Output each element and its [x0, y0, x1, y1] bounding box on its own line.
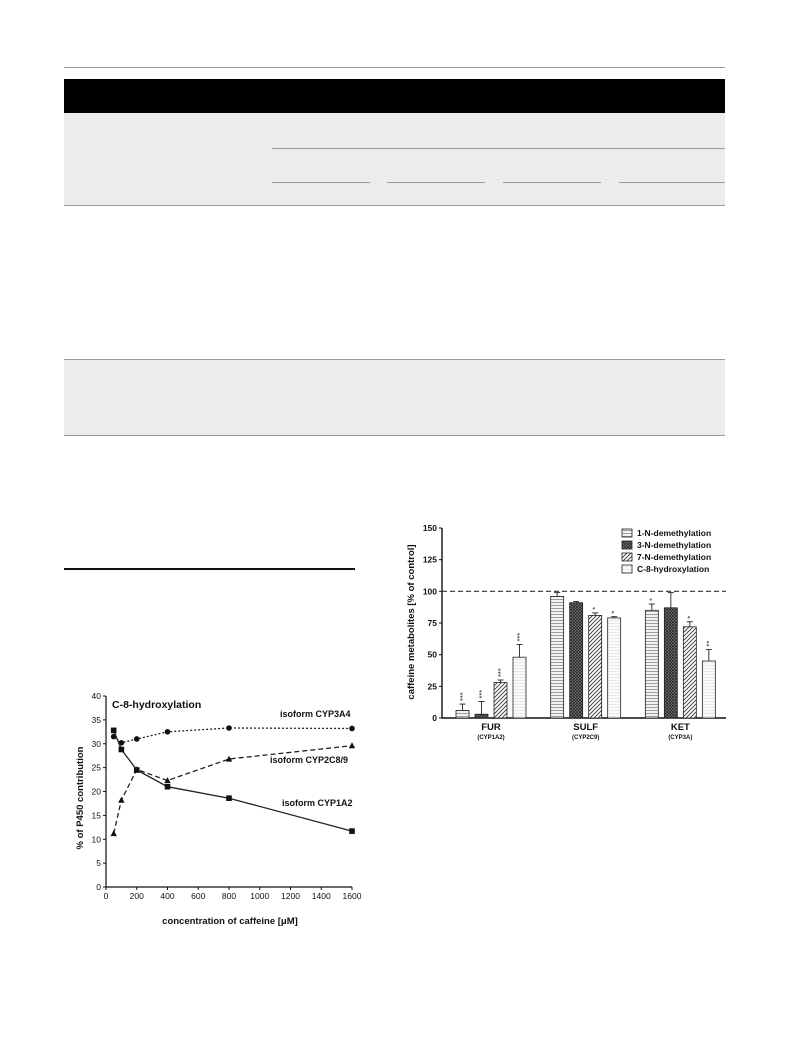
x-tick-label: 1600	[342, 891, 362, 901]
legend-entry: 3-N-demethylation	[637, 540, 712, 550]
line-chart-series	[110, 725, 355, 836]
significance-label: ***	[496, 668, 505, 677]
x-tick-label: 1200	[281, 891, 300, 901]
legend-swatch	[622, 529, 632, 537]
x-tick-label: 400	[160, 891, 175, 901]
bar	[608, 618, 621, 718]
y-tick-label: 15	[91, 810, 101, 821]
table-header-bar	[64, 79, 725, 113]
data-point	[111, 728, 117, 734]
bar	[589, 615, 602, 718]
y-tick-label: 10	[91, 834, 101, 845]
y-tick-label: 0	[432, 713, 437, 723]
bar	[513, 657, 526, 718]
group-sublabel: (CYP1A2)	[477, 735, 505, 741]
y-tick-label: 100	[422, 586, 437, 597]
x-tick-label: 200	[129, 891, 144, 901]
legend-entry: C-8-hydroxylation	[637, 564, 710, 574]
x-tick-label: 0	[103, 891, 109, 901]
data-point	[110, 830, 116, 836]
y-tick-label: 50	[427, 649, 437, 660]
bar	[475, 714, 488, 718]
y-tick-label: 125	[422, 554, 437, 565]
table-col-rule-4	[619, 182, 725, 183]
y-tick-label: 150	[422, 523, 437, 533]
line-chart	[60, 680, 380, 930]
table-col-rule-2	[387, 182, 485, 183]
group-sublabel: (CYP3A)	[668, 735, 693, 741]
y-tick-label: 35	[91, 714, 101, 725]
data-point	[226, 795, 232, 801]
bar	[570, 603, 583, 718]
x-tick-label: 1400	[311, 891, 331, 901]
y-tick-label: 0	[96, 882, 101, 892]
legend-swatch	[622, 541, 632, 549]
group-label: KET	[670, 722, 690, 733]
significance-label: ***	[477, 689, 486, 699]
significance-label: *	[685, 615, 695, 619]
series-label-cyp3a4: isoform CYP3A4	[280, 709, 351, 719]
bar	[702, 661, 715, 718]
legend-entry: 7-N-demethylation	[637, 552, 712, 562]
significance-label: ***	[515, 632, 524, 642]
data-point	[118, 797, 124, 803]
bar-chart-legend	[622, 528, 711, 574]
y-tick-label: 5	[96, 858, 101, 869]
significance-label: *	[647, 598, 657, 601]
x-tick-label: 800	[221, 891, 237, 901]
significance-label: *	[590, 606, 600, 610]
series-label-cyp2c8-9: isoform CYP2C8/9	[270, 755, 349, 765]
y-tick-label: 20	[91, 786, 101, 797]
bar	[645, 610, 658, 718]
line-chart-title: C-8-hydroxylation	[112, 699, 202, 711]
significance-label: ***	[458, 692, 467, 702]
bar-chart-ylabel: caffeine metabolites [% of control]	[406, 544, 417, 700]
series-label-cyp1a2: isoform CYP1A2	[282, 798, 353, 808]
section-rule	[64, 568, 355, 570]
bar	[683, 627, 696, 718]
group-sublabel: (CYP2C9)	[571, 735, 600, 741]
table-col-rule-1	[272, 182, 370, 183]
series-line-0	[114, 728, 352, 743]
bar	[494, 683, 507, 718]
line-chart-xlabel: concentration of caffeine [μM]	[162, 916, 298, 927]
y-tick-label: 30	[91, 738, 101, 749]
data-point	[349, 726, 355, 732]
line-chart-ylabel: % of P450 contribution	[75, 746, 86, 850]
y-tick-label: 25	[91, 762, 101, 773]
data-point	[349, 828, 355, 834]
bar	[551, 596, 564, 718]
significance-label: **	[704, 640, 714, 647]
data-point	[165, 784, 171, 790]
data-point	[226, 725, 232, 731]
data-point	[349, 742, 355, 748]
bar	[664, 608, 677, 718]
y-tick-label: 75	[427, 618, 437, 628]
table-band-1	[64, 113, 725, 205]
data-point	[165, 729, 171, 735]
significance-label: *	[609, 610, 619, 614]
legend-swatch	[622, 553, 632, 561]
group-label: SULF	[573, 722, 599, 733]
series-line-2	[114, 730, 352, 831]
table-band-2	[64, 360, 725, 435]
x-tick-label: 1000	[250, 891, 270, 901]
table-body-rule-top	[64, 205, 725, 206]
y-tick-label: 40	[91, 691, 101, 701]
legend-swatch	[622, 565, 632, 573]
group-label: FUR	[481, 722, 501, 733]
data-point	[134, 767, 140, 773]
bar	[456, 710, 469, 718]
table-bottom-rule	[64, 435, 725, 436]
bar-chart	[400, 520, 740, 755]
y-tick-label: 25	[427, 681, 437, 692]
bar-chart-bars	[456, 593, 715, 741]
data-point	[119, 747, 125, 753]
page-top-rule	[64, 67, 725, 68]
x-tick-label: 600	[191, 891, 206, 901]
table-subheader-rule	[272, 148, 725, 149]
data-point	[134, 736, 140, 742]
table-col-rule-3	[503, 182, 601, 183]
legend-entry: 1-N-demethylation	[637, 528, 712, 538]
